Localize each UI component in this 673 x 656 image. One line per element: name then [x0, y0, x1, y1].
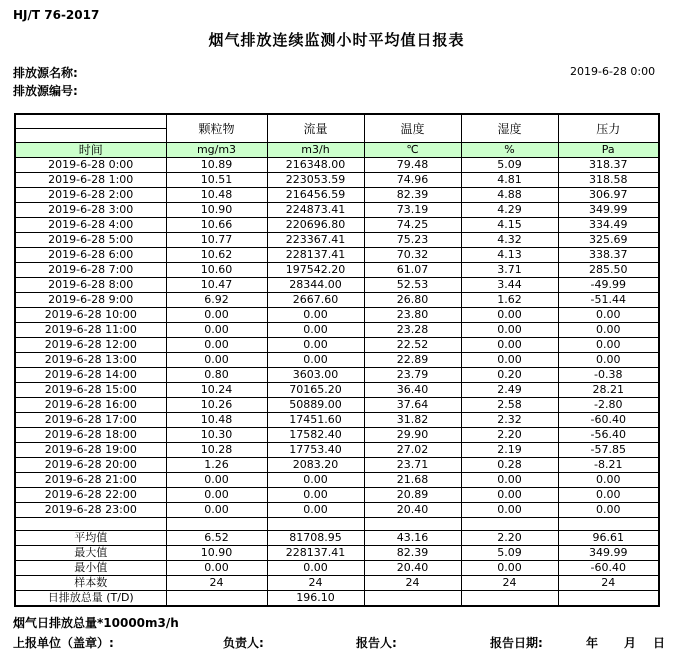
data-row-value: 0.00: [267, 473, 364, 488]
data-row-value: 10.51: [166, 173, 267, 188]
data-row-value: -51.44: [558, 293, 659, 308]
data-row-value: 2.20: [461, 428, 558, 443]
data-row-value: 0.00: [166, 503, 267, 518]
data-row-value: 0.00: [461, 353, 558, 368]
data-row-value: 3.44: [461, 278, 558, 293]
data-row-value: 26.80: [364, 293, 461, 308]
data-row-label: 2019-6-28 14:00: [15, 368, 166, 383]
summary-row-value: [166, 591, 267, 607]
data-row-value: 23.80: [364, 308, 461, 323]
data-row-label: 2019-6-28 10:00: [15, 308, 166, 323]
data-row-value: 224873.41: [267, 203, 364, 218]
data-row-value: 10.77: [166, 233, 267, 248]
column-header-particulate: 颗粒物: [166, 114, 267, 143]
data-row-value: 10.48: [166, 413, 267, 428]
summary-row-value: 349.99: [558, 546, 659, 561]
summary-row-value: 0.00: [461, 561, 558, 576]
data-row-value: 4.81: [461, 173, 558, 188]
data-row: [15, 428, 659, 443]
data-row-value: 1.62: [461, 293, 558, 308]
source-name-label: 排放源名称:: [13, 66, 78, 80]
data-row-value: 0.00: [461, 338, 558, 353]
report-unit-label: 上报单位（盖章）:: [13, 636, 114, 650]
data-row-label: 2019-6-28 22:00: [15, 488, 166, 503]
data-row-value: 318.37: [558, 158, 659, 173]
summary-row: [15, 561, 659, 576]
data-row-value: 0.00: [267, 323, 364, 338]
data-row-value: 0.00: [267, 338, 364, 353]
report-table: [14, 113, 660, 607]
unit-pressure: Pa: [558, 143, 659, 158]
data-row: [15, 323, 659, 338]
data-row-value: 27.02: [364, 443, 461, 458]
data-row-value: 3603.00: [267, 368, 364, 383]
unit-flow: m3/h: [267, 143, 364, 158]
data-row-value: 318.58: [558, 173, 659, 188]
data-row-label: 2019-6-28 8:00: [15, 278, 166, 293]
unit-temperature: ℃: [364, 143, 461, 158]
summary-row-label: 日排放总量 (T/D): [15, 591, 166, 607]
data-row-label: 2019-6-28 23:00: [15, 503, 166, 518]
data-row-value: 21.68: [364, 473, 461, 488]
data-row-value: 23.28: [364, 323, 461, 338]
data-row-value: 82.39: [364, 188, 461, 203]
summary-row-value: 5.09: [461, 546, 558, 561]
data-row: [15, 368, 659, 383]
data-row-value: -49.99: [558, 278, 659, 293]
data-row-label: 2019-6-28 5:00: [15, 233, 166, 248]
summary-row-value: 24: [166, 576, 267, 591]
data-row-value: -0.38: [558, 368, 659, 383]
summary-row-value: 0.00: [166, 561, 267, 576]
data-row: [15, 173, 659, 188]
summary-row-value: 20.40: [364, 561, 461, 576]
summary-row-value: 24: [558, 576, 659, 591]
spacer-cell: [267, 518, 364, 531]
data-row-value: 2.58: [461, 398, 558, 413]
data-row-value: 0.00: [461, 308, 558, 323]
data-row-value: 5.09: [461, 158, 558, 173]
data-row-value: 17753.40: [267, 443, 364, 458]
data-row: [15, 218, 659, 233]
summary-row-value: 10.90: [166, 546, 267, 561]
data-row-label: 2019-6-28 13:00: [15, 353, 166, 368]
data-row-value: 79.48: [364, 158, 461, 173]
data-row-value: 220696.80: [267, 218, 364, 233]
summary-row: [15, 546, 659, 561]
data-row-value: 10.28: [166, 443, 267, 458]
data-row-value: 70.32: [364, 248, 461, 263]
data-row-value: 36.40: [364, 383, 461, 398]
column-header-humidity: 湿度: [461, 114, 558, 143]
data-row-value: 1.26: [166, 458, 267, 473]
data-row-value: 0.00: [267, 308, 364, 323]
data-row-value: 223053.59: [267, 173, 364, 188]
data-row-label: 2019-6-28 2:00: [15, 188, 166, 203]
summary-row-label: 最小值: [15, 561, 166, 576]
data-row-value: 0.00: [558, 473, 659, 488]
summary-row-label: 最大值: [15, 546, 166, 561]
data-row-value: 52.53: [364, 278, 461, 293]
data-row-value: 0.00: [558, 353, 659, 368]
spacer-cell: [364, 518, 461, 531]
data-row-value: 10.90: [166, 203, 267, 218]
summary-row-value: [364, 591, 461, 607]
data-row-value: 338.37: [558, 248, 659, 263]
data-row-value: 0.00: [166, 488, 267, 503]
data-row-value: 74.25: [364, 218, 461, 233]
data-row-value: 0.00: [267, 488, 364, 503]
data-row-value: 17451.60: [267, 413, 364, 428]
data-row-value: 223367.41: [267, 233, 364, 248]
summary-row-value: 96.61: [558, 531, 659, 546]
data-row-value: 74.96: [364, 173, 461, 188]
summary-row-label: 平均值: [15, 531, 166, 546]
data-row-value: 0.00: [461, 488, 558, 503]
summary-row-value: 6.52: [166, 531, 267, 546]
data-row-label: 2019-6-28 21:00: [15, 473, 166, 488]
spacer-cell: [15, 518, 166, 531]
summary-row-value: [461, 591, 558, 607]
data-row: [15, 488, 659, 503]
data-row-value: 31.82: [364, 413, 461, 428]
data-row-value: 70165.20: [267, 383, 364, 398]
data-row: [15, 188, 659, 203]
data-row-value: 2.19: [461, 443, 558, 458]
spacer-cell: [461, 518, 558, 531]
data-row-label: 2019-6-28 3:00: [15, 203, 166, 218]
data-row: [15, 413, 659, 428]
data-row-value: 325.69: [558, 233, 659, 248]
unit-humidity: %: [461, 143, 558, 158]
summary-row: [15, 591, 659, 607]
spacer-section: [15, 518, 659, 531]
data-row-value: 0.80: [166, 368, 267, 383]
data-row-value: 228137.41: [267, 248, 364, 263]
data-row-value: 0.00: [558, 323, 659, 338]
data-row-value: 10.48: [166, 188, 267, 203]
data-row-value: 216348.00: [267, 158, 364, 173]
data-row-value: 17582.40: [267, 428, 364, 443]
data-row-value: 0.00: [267, 503, 364, 518]
time-header-blank-cell: [15, 114, 166, 143]
data-row-value: 4.32: [461, 233, 558, 248]
data-row: [15, 353, 659, 368]
data-row-label: 2019-6-28 6:00: [15, 248, 166, 263]
data-row-value: 22.52: [364, 338, 461, 353]
data-row-value: 0.00: [558, 488, 659, 503]
data-row-value: -8.21: [558, 458, 659, 473]
summary-row-value: 43.16: [364, 531, 461, 546]
data-row-label: 2019-6-28 19:00: [15, 443, 166, 458]
data-row-value: 349.99: [558, 203, 659, 218]
data-row: [15, 293, 659, 308]
data-row-value: 0.28: [461, 458, 558, 473]
data-row-label: 2019-6-28 20:00: [15, 458, 166, 473]
data-row-value: 10.26: [166, 398, 267, 413]
data-row: [15, 473, 659, 488]
data-row-value: 10.89: [166, 158, 267, 173]
data-row: [15, 398, 659, 413]
summary-row: [15, 576, 659, 591]
data-row: [15, 308, 659, 323]
data-row-value: -56.40: [558, 428, 659, 443]
data-row-value: 10.30: [166, 428, 267, 443]
data-row-value: 197542.20: [267, 263, 364, 278]
spacer-row: [15, 518, 659, 531]
unit-particulate: mg/m3: [166, 143, 267, 158]
data-row-value: 10.62: [166, 248, 267, 263]
data-row-value: 4.13: [461, 248, 558, 263]
year-label: 年: [586, 636, 599, 650]
data-row-value: 0.00: [461, 323, 558, 338]
summary-row-value: 24: [267, 576, 364, 591]
data-row-label: 2019-6-28 1:00: [15, 173, 166, 188]
data-row-value: 6.92: [166, 293, 267, 308]
data-row-label: 2019-6-28 16:00: [15, 398, 166, 413]
responsible-label: 负责人:: [223, 636, 264, 650]
column-header-temperature: 温度: [364, 114, 461, 143]
data-row-value: 10.24: [166, 383, 267, 398]
data-row-value: 20.40: [364, 503, 461, 518]
data-row-value: 0.20: [461, 368, 558, 383]
summary-row-value: 2.20: [461, 531, 558, 546]
data-row-value: 306.97: [558, 188, 659, 203]
column-header-pressure: 压力: [558, 114, 659, 143]
unit-header-row: [15, 143, 659, 158]
data-row-value: 4.88: [461, 188, 558, 203]
data-row-value: 10.47: [166, 278, 267, 293]
spacer-cell: [166, 518, 267, 531]
data-row-value: 10.66: [166, 218, 267, 233]
data-row-value: -60.40: [558, 413, 659, 428]
data-row: [15, 278, 659, 293]
data-row-label: 2019-6-28 9:00: [15, 293, 166, 308]
data-row-value: 10.60: [166, 263, 267, 278]
data-row-value: -57.85: [558, 443, 659, 458]
summary-row-value: 24: [364, 576, 461, 591]
data-row-value: 4.29: [461, 203, 558, 218]
page-title: 烟气排放连续监测小时平均值日报表: [208, 31, 465, 49]
data-row-label: 2019-6-28 17:00: [15, 413, 166, 428]
time-header: 时间: [15, 143, 166, 158]
data-row-label: 2019-6-28 7:00: [15, 263, 166, 278]
reporter-label: 报告人:: [356, 636, 397, 650]
summary-row-value: 0.00: [267, 561, 364, 576]
summary-row-value: 24: [461, 576, 558, 591]
report-datetime: 2019-6-28 0:00: [570, 65, 656, 78]
spacer-cell: [558, 518, 659, 531]
data-row-value: 2.32: [461, 413, 558, 428]
data-row-value: 216456.59: [267, 188, 364, 203]
column-header-row: [15, 114, 659, 143]
data-row-value: 28344.00: [267, 278, 364, 293]
footer-note: 烟气日排放总量*10000m3/h: [13, 616, 179, 630]
standard-number: HJ/T 76-2017: [13, 8, 100, 22]
data-row: [15, 263, 659, 278]
data-row-value: -2.80: [558, 398, 659, 413]
data-row-value: 61.07: [364, 263, 461, 278]
data-row-label: 2019-6-28 18:00: [15, 428, 166, 443]
data-row-value: 73.19: [364, 203, 461, 218]
data-row-value: 22.89: [364, 353, 461, 368]
data-row: [15, 458, 659, 473]
data-row: [15, 503, 659, 518]
data-row-value: 23.79: [364, 368, 461, 383]
data-row-value: 0.00: [267, 353, 364, 368]
data-row: [15, 248, 659, 263]
summary-row-value: -60.40: [558, 561, 659, 576]
footer-signature-line: [0, 634, 673, 650]
day-label: 日: [653, 636, 666, 650]
report-date-label: 报告日期:: [490, 636, 543, 650]
summary-row-value: 82.39: [364, 546, 461, 561]
data-row: [15, 203, 659, 218]
data-row-value: 2.49: [461, 383, 558, 398]
data-row-label: 2019-6-28 0:00: [15, 158, 166, 173]
data-row-value: 0.00: [558, 503, 659, 518]
data-row: [15, 443, 659, 458]
data-row-value: 0.00: [461, 503, 558, 518]
summary-row-value: 81708.95: [267, 531, 364, 546]
data-row-value: 0.00: [166, 473, 267, 488]
hourly-data-rows: [15, 158, 659, 518]
summary-row-value: [558, 591, 659, 607]
data-row-value: 0.00: [166, 323, 267, 338]
data-row-value: 0.00: [558, 308, 659, 323]
data-row-value: 4.15: [461, 218, 558, 233]
data-row-value: 23.71: [364, 458, 461, 473]
data-row-value: 0.00: [461, 473, 558, 488]
data-row-value: 28.21: [558, 383, 659, 398]
month-label: 月: [624, 636, 637, 650]
data-row-value: 0.00: [558, 338, 659, 353]
data-row-value: 75.23: [364, 233, 461, 248]
data-row: [15, 338, 659, 353]
summary-row-label: 样本数: [15, 576, 166, 591]
data-row-value: 0.00: [166, 353, 267, 368]
data-row-value: 29.90: [364, 428, 461, 443]
data-row-value: 37.64: [364, 398, 461, 413]
data-row-value: 2667.60: [267, 293, 364, 308]
data-row: [15, 383, 659, 398]
source-code-label: 排放源编号:: [13, 84, 78, 98]
data-row-label: 2019-6-28 15:00: [15, 383, 166, 398]
data-row-value: 2083.20: [267, 458, 364, 473]
summary-row-value: 196.10: [267, 591, 364, 607]
data-row-value: 334.49: [558, 218, 659, 233]
column-header-flow: 流量: [267, 114, 364, 143]
data-row: [15, 233, 659, 248]
data-row-value: 20.89: [364, 488, 461, 503]
data-row-value: 0.00: [166, 308, 267, 323]
summary-row-value: 228137.41: [267, 546, 364, 561]
data-row-label: 2019-6-28 11:00: [15, 323, 166, 338]
data-row-value: 0.00: [166, 338, 267, 353]
data-row: [15, 158, 659, 173]
data-row-label: 2019-6-28 4:00: [15, 218, 166, 233]
data-row-label: 2019-6-28 12:00: [15, 338, 166, 353]
summary-rows: [15, 531, 659, 607]
data-row-value: 3.71: [461, 263, 558, 278]
data-row-value: 285.50: [558, 263, 659, 278]
data-row-value: 50889.00: [267, 398, 364, 413]
summary-row: [15, 531, 659, 546]
